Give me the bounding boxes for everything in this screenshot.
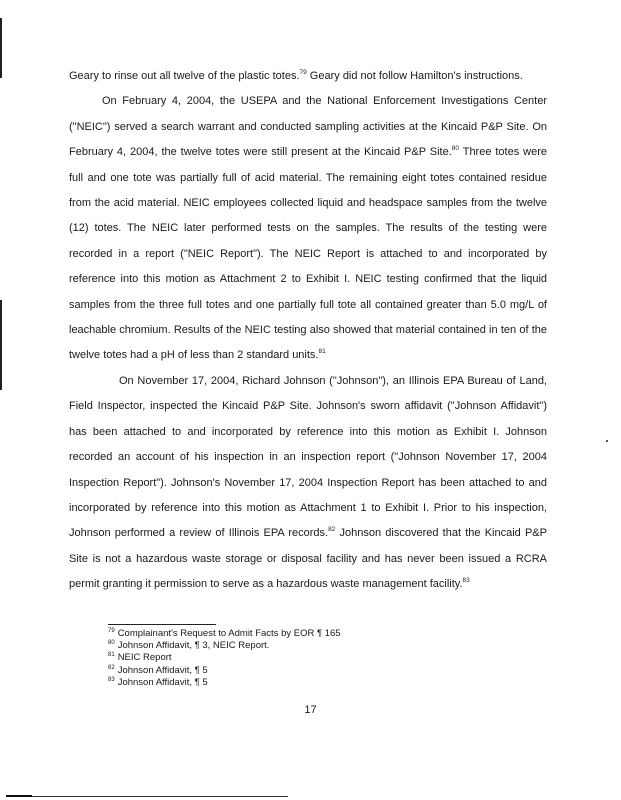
page-number: 17 [304, 704, 317, 716]
scan-speck [606, 440, 608, 442]
footnote-ref: 79 [299, 69, 307, 76]
footnotes [108, 628, 508, 689]
scan-edge-mark [0, 18, 2, 78]
footnote: $^{81}$ NEIC Report [108, 652, 172, 664]
paragraph-2: On February 4, 2004, the USEPA and the National Enforcement Investigations Center ("NEIC") served a search warrant and conducted sampling activities at the Kincaid P&P Site. On February 4, 2004, the twelve totes were still present at the Kincaid P&P Site.$^{80}$ Three totes were full and one tote was partially full of acid material. The remaining eight totes contained residue from the acid material. NEIC employees collected liquid and headspace samples from the twelve (12) totes. The NEIC later performed tests on the samples. The results of the testing were recorded in a report ("NEIC Report"). The NEIC Report is attached to and incorporated by reference into this motion as Attachment 2 to Exhibit I. NEIC testing confirmed that the liquid samples from the three full totes and one partially full tote all contained greater than 5.0 mg/L of leachable chromium. Results of the NEIC testing also showed that material contained in ten of the twelve totes had a pH of less than 2 standard units.$^{81}$ [69, 95, 547, 362]
scan-edge-mark [0, 300, 2, 390]
footnote: $^{80}$ Johnson Affidavit, ¶ 3, NEIC Report. [108, 640, 270, 652]
paragraph-1: Geary to rinse out all twelve of the plastic totes.$^{79}$ Geary did not follow Hamilton's instructions. [69, 69, 523, 82]
footnote-separator [108, 624, 216, 625]
footnote: $^{82}$ Johnson Affidavit, ¶ 5 [108, 664, 208, 676]
footnote: $^{83}$ Johnson Affidavit, ¶ 5 [108, 676, 208, 688]
footnote: $^{79}$ Complainant's Request to Admit Facts by EOR ¶ 165 [108, 628, 341, 639]
scan-bottom-mark [6, 795, 32, 797]
footnote-ref: 83 [462, 577, 470, 585]
body-text [69, 64, 547, 598]
paragraph-3: On November 17, 2004, Richard Johnson ("Johnson"), an Illinois EPA Bureau of Land, Field Inspector, inspected the Kincaid P&P Site. Johnson's sworn affidavit ("Johnson Affidavit") has been attached to and incorporated by reference into this motion as Exhibit I. Johnson recorded an account of his inspection in an inspection report ("Johnson November 17, 2004 Inspection Report"). Johnson's November 17, 2004 Inspection Report has been attached to and incorporated by reference into this motion as Attachment 1 to Exhibit I. Prior to his inspection, Johnson performed a review of Illinois EPA records.$^{82}$ Johnson discovered that the Kincaid P&P Site is not a hazardous waste storage or disposal facility and has never been issued a RCRA permit granting it permission to serve as a hazardous waste management facility.$^{83}$ [69, 374, 547, 591]
footnote-ref: 82 [328, 526, 336, 534]
footnote-ref: 81 [318, 348, 326, 356]
scan-bottom-line [32, 796, 288, 797]
footnote-ref: 80 [451, 145, 459, 153]
